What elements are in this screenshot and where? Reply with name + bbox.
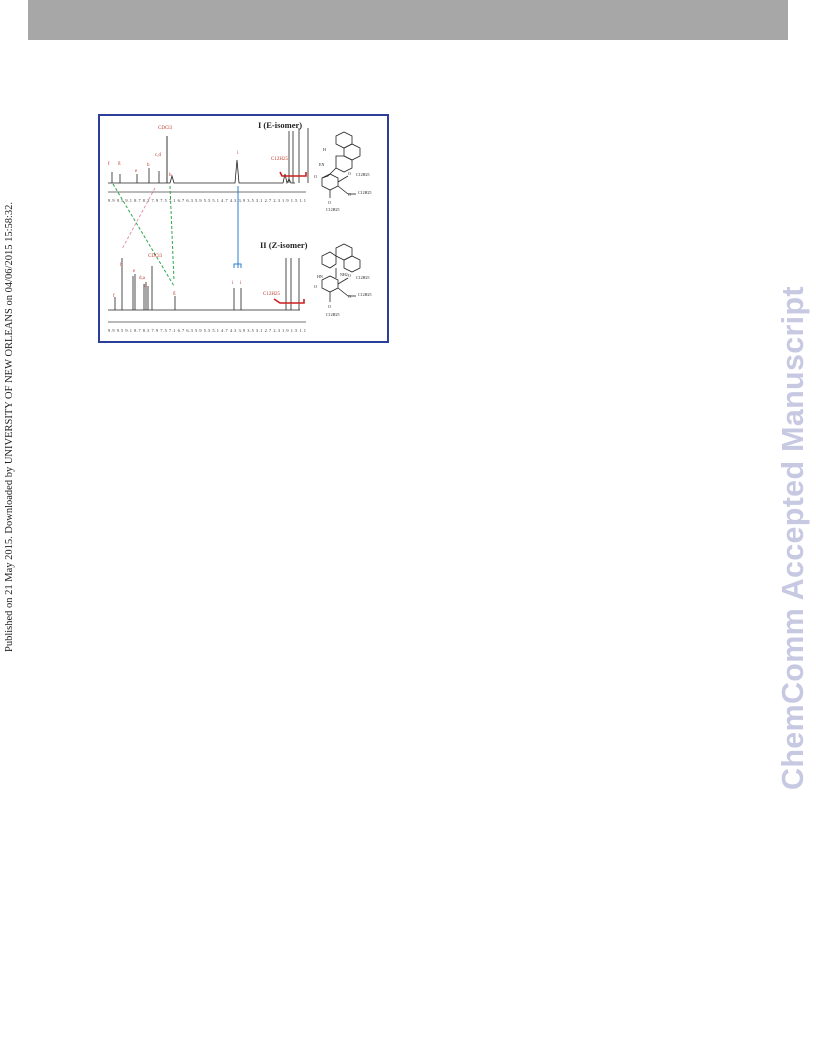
- bottom-panel-title: II (Z-isomer): [260, 240, 308, 250]
- svg-text:O: O: [314, 174, 317, 179]
- svg-text:9.9 9.5 9.1 8.7 8.3 7.9: 9.9 9.5 9.1 8.7 8.3 7.9 7.5 7.1 6.7 6.3 5.9 5.5 5.1 4.7 4.3 3.9 3.5 3.1 2.7 2.3 1.9 1.5 1.1: [108, 328, 306, 333]
- svg-text:i: i: [232, 281, 234, 286]
- svg-text:C12H25: C12H25: [356, 275, 370, 280]
- svg-text:NH2: NH2: [340, 272, 348, 277]
- svg-text:O: O: [348, 294, 351, 299]
- svg-text:C12H25: C12H25: [358, 292, 372, 297]
- svg-text:O: O: [348, 192, 351, 197]
- svg-text:O: O: [328, 200, 331, 205]
- top-chain-label: C12H25: [271, 157, 288, 162]
- svg-text:h: h: [120, 263, 123, 268]
- svg-text:C12H25: C12H25: [358, 190, 372, 195]
- svg-text:i: i: [240, 281, 242, 286]
- svg-text:c: c: [144, 284, 147, 289]
- bottom-spectrum: [108, 240, 308, 333]
- svg-text:e: e: [135, 169, 138, 174]
- svg-text:EN: EN: [319, 162, 325, 167]
- e-isomer-structure: [322, 132, 360, 198]
- svg-text:d,a: d,a: [139, 276, 145, 281]
- svg-text:i: i: [237, 151, 239, 156]
- top-solvent-label: CDCl3: [158, 126, 173, 131]
- bottom-solvent-label: CDCl3: [148, 254, 163, 259]
- svg-text:f: f: [113, 294, 115, 299]
- svg-text:O: O: [314, 284, 317, 289]
- svg-text:O: O: [348, 273, 351, 278]
- svg-text:9.9 9.5 9.1 8.7 8.3 7.9: 9.9 9.5 9.1 8.7 8.3 7.9 7.5 7.1 6.7 6.3 5.9 5.5 5.1 4.7 4.3 3.9 3.5 3.1 2.7 2.3 1.9 1.5 1.1: [108, 198, 306, 203]
- svg-text:C12H25: C12H25: [326, 312, 340, 317]
- svg-text:C12H25: C12H25: [356, 172, 370, 177]
- svg-text:h: h: [169, 173, 172, 178]
- svg-text:f: f: [108, 162, 110, 167]
- top-spectrum: [108, 120, 308, 203]
- nmr-spectra-graphic: [100, 116, 387, 341]
- svg-text:HN: HN: [317, 274, 323, 279]
- nmr-figure: [98, 114, 389, 343]
- svg-text:O: O: [328, 304, 331, 309]
- svg-text:b: b: [147, 163, 150, 168]
- svg-text:c,d: c,d: [155, 153, 161, 158]
- header-bar: [28, 0, 788, 40]
- svg-text:g: g: [118, 161, 121, 166]
- publication-note: Published on 21 May 2015. Downloaded by UNIVERSITY OF NEW ORLEANS on 04/06/2015 15:58:32.: [4, 201, 15, 652]
- svg-text:g: g: [173, 291, 176, 296]
- bottom-chain-label: C12H25: [263, 292, 280, 297]
- svg-text:e: e: [133, 269, 136, 274]
- accepted-manuscript-watermark: ChemComm Accepted Manuscript: [776, 286, 810, 790]
- svg-text:C12H25: C12H25: [326, 207, 340, 212]
- z-isomer-labels: [314, 272, 372, 317]
- svg-text:O: O: [348, 171, 351, 176]
- top-panel-title: I (E-isomer): [258, 120, 303, 130]
- svg-text:H: H: [323, 147, 326, 152]
